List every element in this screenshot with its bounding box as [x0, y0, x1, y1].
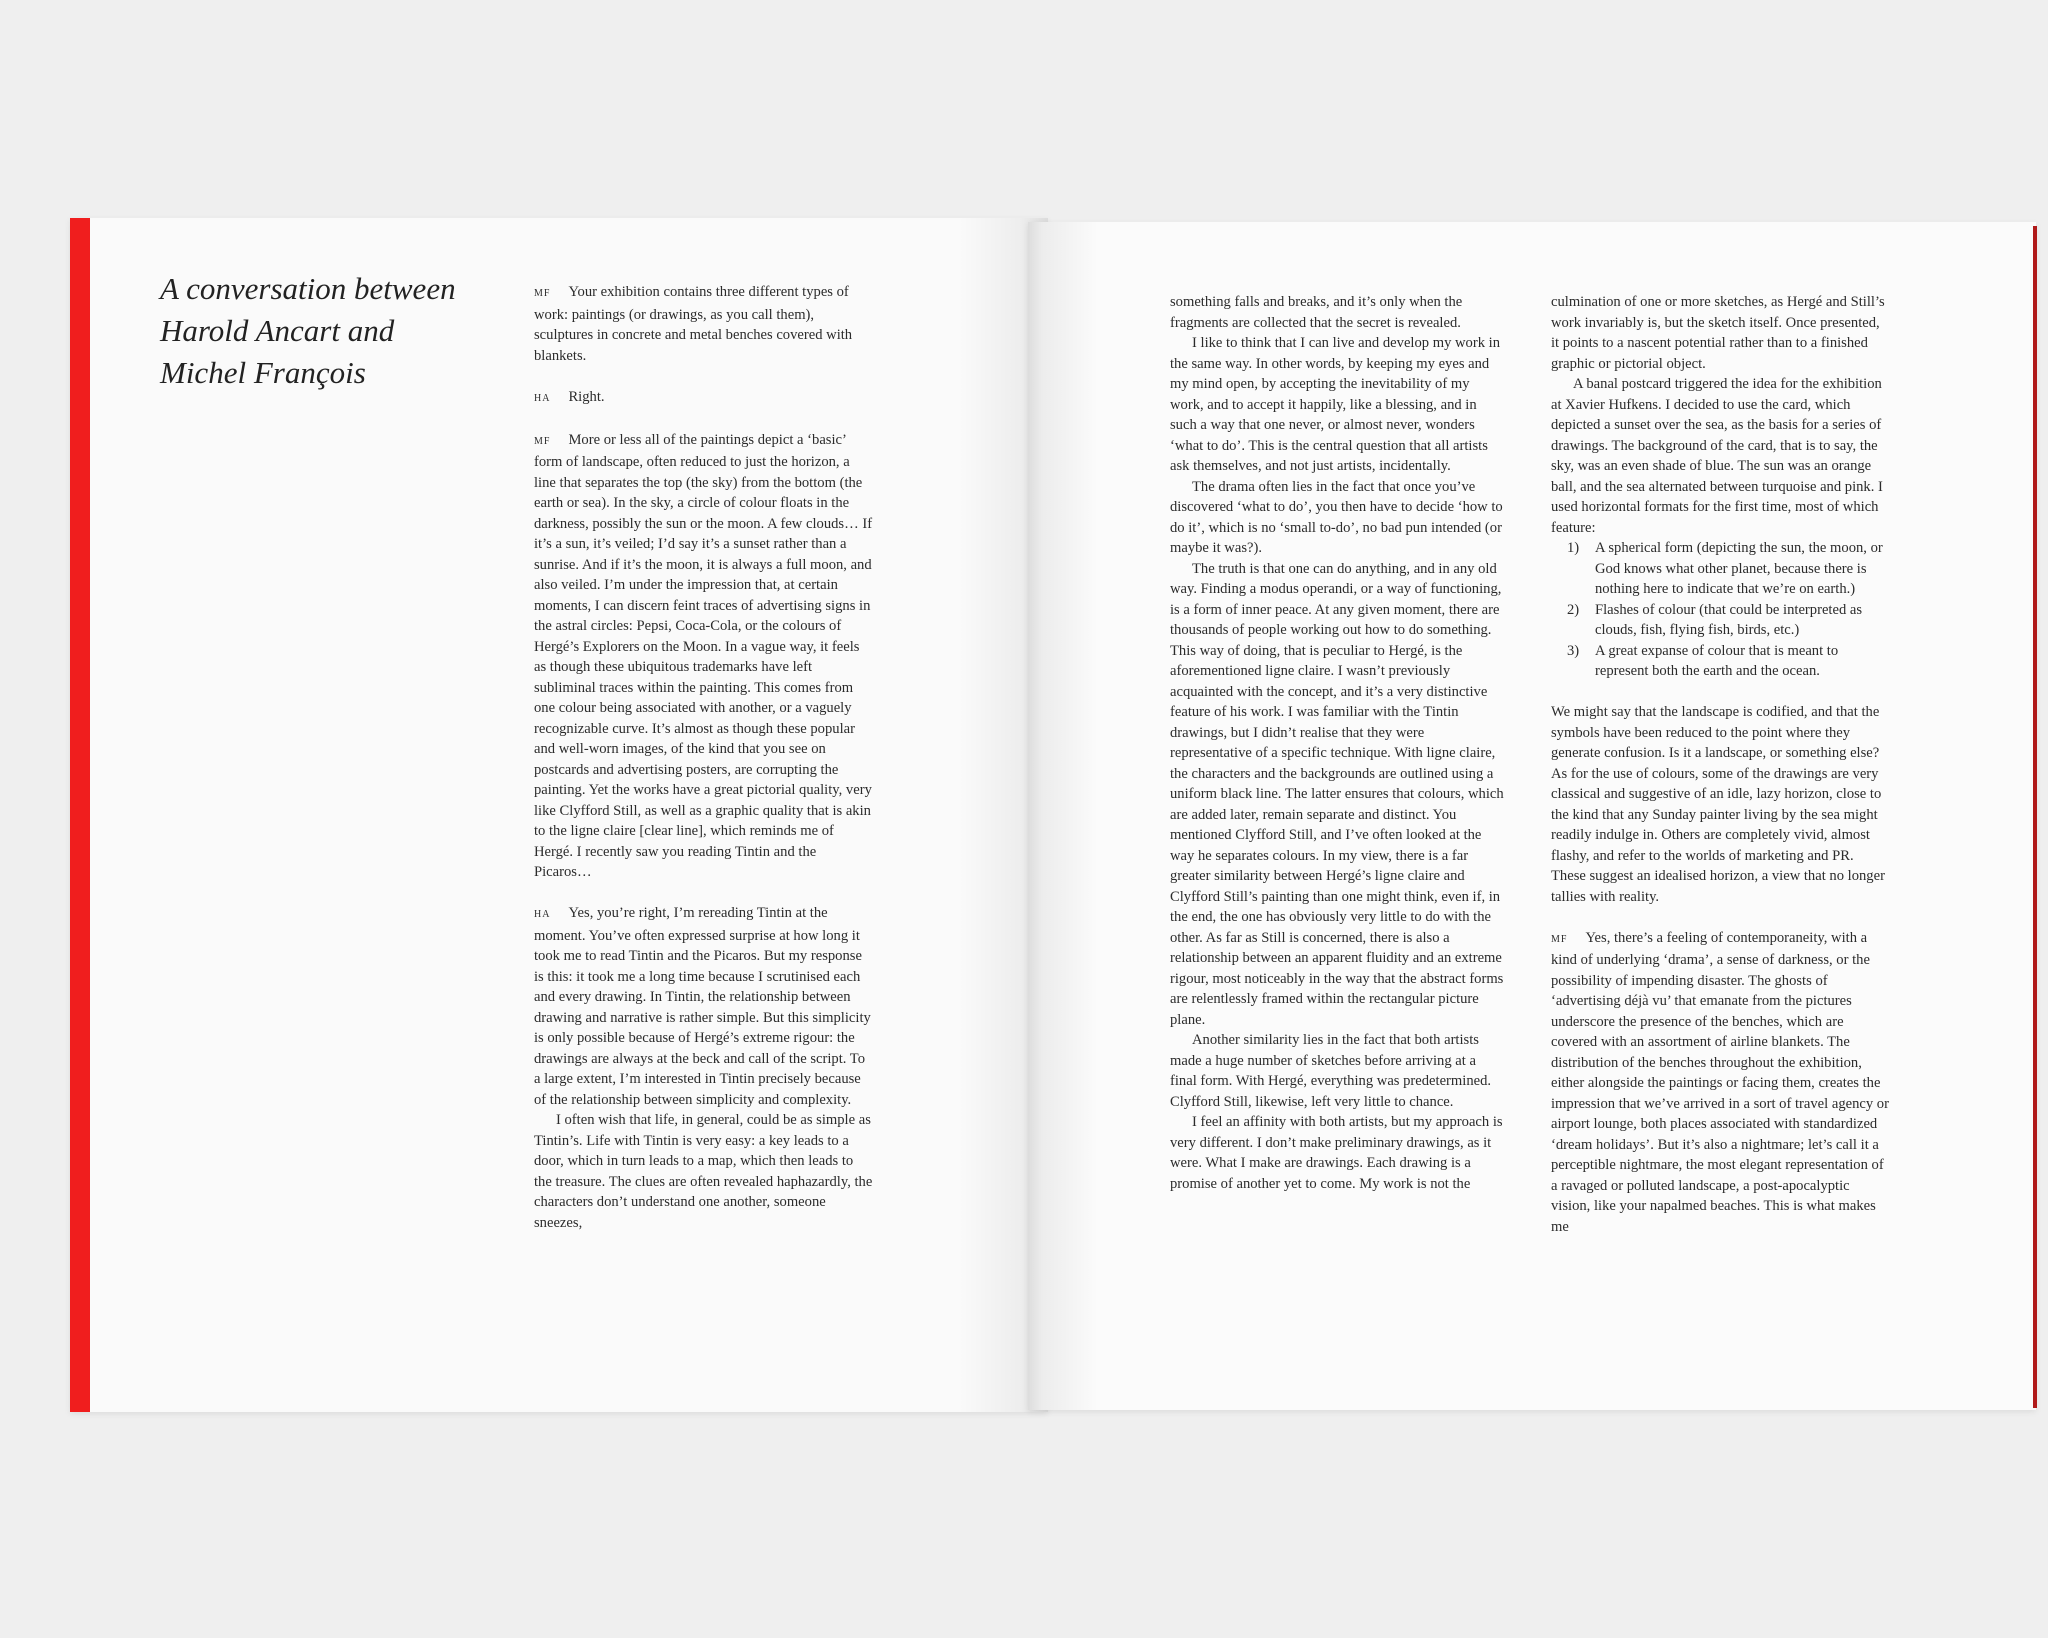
paragraph: MF Yes, there’s a feeling of contemporaneity, with a kind of underlying ‘drama’, a sense of darkness, or the possibility of impending disaster. The ghosts of ‘advertising déjà vu’ that emanate from the pictures underscore the presence of the benches, which are covered with an assortment of airline blankets. The distribution of the benches throughout the exhibition, either alongside the paintings or facing them, creates the impression that we’ve arrived in a sort of travel agency or airport lounge, both places associated with standardized ‘dream holidays’. But it’s also a nightmare; let’s call it a perceptible nightmare, the most elegant representation of a ravaged or polluted landscape, a post-apocalyptic vision, like your napalmed beaches. This is what makes me	[1551, 929, 1889, 1235]
list-number: 3)	[1567, 642, 1580, 659]
paragraph: Another similarity lies in the fact that both artists made a huge number of sketches before arriving at a final form. With Hergé, everything was predetermined. Clyfford Still, likewise, left very little to chance.	[1170, 1032, 1492, 1110]
paragraph: something falls and breaks, and it’s only when the fragments are collected that the secret is revealed.	[1170, 294, 1463, 331]
paragraph: I feel an affinity with both artists, but my approach is very different. I don’t make preliminary drawings, as it were. What I make are drawings. Each drawing is a promise of another yet to come. My work is not the	[1170, 1114, 1503, 1192]
speaker-label: MF	[534, 288, 551, 299]
list-number: 2)	[1567, 601, 1580, 618]
paragraph: I like to think that I can live and develop my work in the same way. In other words, by keeping my eyes and my mind open, by accepting the inevitability of my work, and to accept it happily, like a blessing, and in such a way that one never, or almost never, wonders ‘what to do’. This is the central question that all artists ask themselves, and not just artists, incidentally.	[1170, 335, 1501, 474]
list-item: 3) A great expanse of colour that is meant to represent both the earth and the ocean.	[1567, 642, 1839, 679]
paragraph: MF More or less all of the paintings depict a ‘basic’ form of landscape, often reduced to just the horizon, a line that separates the top (the sky) from the bottom (the earth or sea). In the sky, a circle of colour floats in the darkness, possibly the sun or the moon. A few clouds… If it’s a sun, it’s veiled; I’d say it’s a sunset rather than a sunrise. And if it’s the moon, it is always a full moon, and also veiled. I’m under the impression that, at certain moments, I can discern feint traces of advertising signs in the astral circles: Pepsi, Coca-Cola, or the colours of Hergé’s Explorers on the Moon. In a vague way, it feels as though these ubiquitous trademarks have left subliminal traces within the painting. This comes from one colour being associated with another, or a vaguely recognizable curve. It’s almost as though these popular and well-worn images, of the kind that you see on postcards and advertising posters, are corrupting the painting. Yet the works have a great pictorial quality, very like Clyfford Still, as well as a graphic quality that is akin to the ligne claire [clear line], which reminds me of Hergé. I recently saw you reading Tintin and the Picaros…	[534, 431, 873, 880]
paragraph: We might say that the landscape is codified, and that the symbols have been reduced to the point where they generate confusion. Is it a landscape, or something else? As for the use of colours, some of the drawings are very classical and suggestive of an idle, lazy horizon, close to the kind that any Sunday painter living by the sea might readily indulge in. Others are completely vivid, almost flashy, and refer to the worlds of marketing and PR. These suggest an idealised horizon, a view that no longer tallies with reality.	[1551, 704, 1885, 905]
article-title	[160, 268, 500, 394]
title-line-2: Harold Ancart and	[160, 313, 395, 348]
paragraph: HA Right.	[534, 388, 605, 405]
paragraph: MF Your exhibition contains three different types of work: paintings (or drawings, as you call them), sculptures in concrete and metal benches covered with blankets.	[534, 284, 853, 364]
title-line-1: A conversation between	[160, 271, 456, 306]
speaker-label: HA	[534, 909, 551, 920]
paragraph: culmination of one or more sketches, as Hergé and Still’s work invariably is, but the sketch itself. Once presented, it points to a nascent potential rather than to a finished graphic or pictorial object.	[1551, 294, 1885, 372]
paragraph: A banal postcard triggered the idea for the exhibition at Xavier Hufkens. I decided to use the card, which depicted a sunset over the sea, as the basis for a series of drawings. The background of the card, that is to say, the sky, was an even shade of blue. The sun was an orange ball, and the sea alternated between turquoise and pink. I used horizontal formats for the first time, most of which feature:	[1551, 376, 1883, 536]
title-line-3: Michel François	[160, 355, 366, 390]
paragraph: The truth is that one can do anything, and in any old way. Finding a modus operandi, or a way of functioning, is a form of inner peace. At any given moment, there are thousands of people working out how to do something. This way of doing, that is peculiar to Hergé, is the aforementioned ligne claire. I wasn’t previously acquainted with the concept, and it’s a very distinctive feature of his work. I was familiar with the Tintin drawings, but I didn’t realise that they were representative of a specific technique. With ligne claire, the characters and the backgrounds are outlined using a uniform black line. The latter ensures that colours, which are added later, remain separate and distinct. You mentioned Clyfford Still, and I’ve often looked at the way he separates colours. In my view, there is a far greater similarity between Hergé’s ligne claire and Clyfford Still’s painting than one might think, even if, in the end, the one has obviously very little to do with the other. As far as Still is concerned, there is also a relationship between an apparent fluidity and an extreme rigour, most noticeably in the way that the abstract forms are relentlessly framed within the rectangular picture plane.	[1170, 560, 1504, 1028]
text-column-3	[1551, 292, 1889, 1237]
list-item: 1) A spherical form (depicting the sun, the moon, or God knows what other planet, because there is nothing here to indicate that we’re on earth.)	[1567, 540, 1883, 597]
list-number: 1)	[1567, 540, 1580, 556]
list-item: 2) Flashes of colour (that could be interpreted as clouds, fish, flying fish, birds, etc.)	[1567, 601, 1863, 638]
text-column-1	[534, 282, 874, 1233]
speaker-label: MF	[1551, 933, 1568, 945]
paragraph: HA Yes, you’re right, I’m rereading Tintin at the moment. You’ve often expressed surprise at how long it took me to read Tintin and the Picaros. But my response is this: it took me a long time because I scrutinised each and every drawing. In Tintin, the relationship between drawing and narrative is rather simple. But this simplicity is only possible because of Hergé’s extreme rigour: the drawings are always at the beck and call of the script. To a large extent, I’m interested in Tintin precisely because of the relationship between simplicity and complexity.	[534, 905, 871, 1108]
paragraph: I often wish that life, in general, could be as simple as Tintin’s. Life with Tintin is very easy: a key leads to a door, which in turn leads to a map, which then leads to the treasure. The clues are often revealed haphazardly, the characters don’t understand one another, someone sneezes,	[534, 1112, 873, 1231]
text-column-2	[1170, 292, 1506, 1194]
right-page-edge	[2033, 226, 2037, 1408]
paragraph: The drama often lies in the fact that once you’ve discovered ‘what to do’, you then have to decide ‘how to do it’, which is no ‘small to-do’, no bad pun intended (or maybe it was?).	[1170, 478, 1503, 556]
speaker-label: HA	[534, 392, 551, 404]
numbered-list	[1551, 538, 1889, 682]
speaker-label: MF	[534, 435, 551, 447]
